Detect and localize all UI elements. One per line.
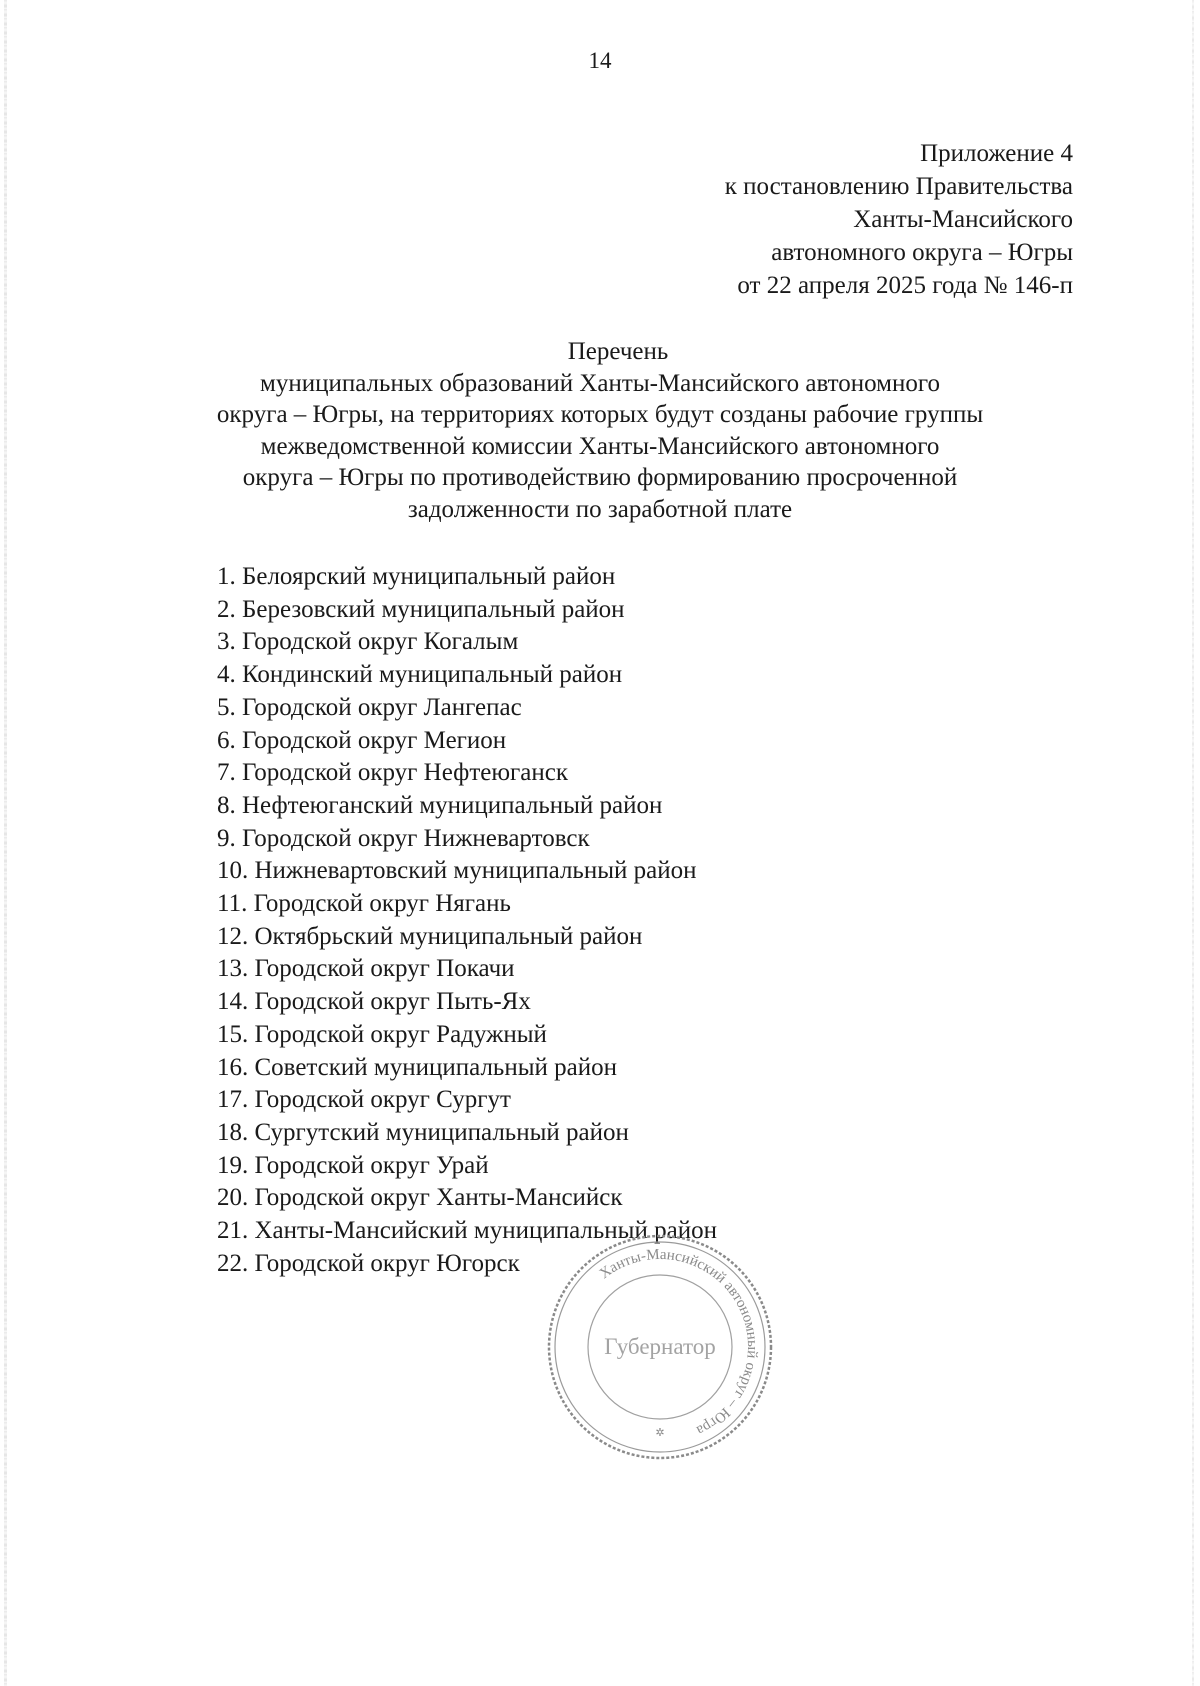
- appendix-header: [725, 137, 1073, 302]
- list-item: 5. Городской округ Лангепас: [217, 693, 522, 721]
- list-item: 6. Городской округ Мегион: [217, 726, 507, 754]
- list-item: 22. Городской округ Югорск: [217, 1249, 520, 1277]
- document-title: [0, 336, 1200, 525]
- list-item: 15. Городской округ Радужный: [217, 1020, 547, 1048]
- title-line: округа – Югры по противодействию формированию просроченной: [242, 464, 958, 491]
- title-line: муниципальных образований Ханты-Мансийского автономного: [260, 369, 940, 397]
- list-item: 7. Городской округ Нефтеюганск: [217, 759, 569, 787]
- scan-edge-left: [4, 0, 7, 1686]
- list-item: 16. Советский муниципальный район: [217, 1053, 617, 1081]
- title-line: округа – Югры, на территориях которых будут созданы рабочие группы: [216, 401, 984, 428]
- seal-star-icon: ✲: [655, 1426, 665, 1439]
- title-heading: Перечень: [567, 338, 669, 365]
- list-item: 9. Городской округ Нижневартовск: [217, 824, 590, 852]
- list-item: 3. Городской округ Когалым: [217, 628, 519, 656]
- list-item: 18. Сургутский муниципальный район: [217, 1118, 629, 1146]
- list-item: 19. Городской округ Урай: [217, 1151, 489, 1179]
- appendix-line: от 22 апреля 2025 года № 146-п: [737, 272, 1073, 299]
- municipality-list: [217, 561, 717, 1280]
- list-item: 2. Березовский муниципальный район: [217, 595, 625, 623]
- seal-center-text: Губернатор: [604, 1334, 716, 1359]
- list-item: 8. Нефтеюганский муниципальный район: [217, 791, 663, 819]
- list-item: 11. Городской округ Нягань: [217, 890, 511, 918]
- appendix-line: к постановлению Правительства: [724, 173, 1073, 200]
- list-item: 21. Ханты-Мансийский муниципальный район: [217, 1217, 717, 1245]
- list-item: 1. Белоярский муниципальный район: [217, 563, 616, 590]
- seal-ring-text: Ханты-Мансийский автономный округ – Югра: [596, 1246, 761, 1439]
- list-item: 4. Кондинский муниципальный район: [217, 661, 623, 689]
- appendix-line: Ханты-Мансийского: [853, 206, 1073, 233]
- list-item: 10. Нижневартовский муниципальный район: [217, 857, 697, 885]
- appendix-line: Приложение 4: [920, 140, 1073, 167]
- title-line: задолженности по заработной плате: [407, 495, 793, 523]
- appendix-line: автономного округа – Югры: [771, 239, 1073, 266]
- list-item: 14. Городской округ Пыть-Ях: [217, 988, 531, 1016]
- list-item: 13. Городской округ Покачи: [217, 955, 515, 983]
- list-item: 17. Городской округ Сургут: [217, 1086, 511, 1114]
- list-item: 12. Октябрьский муниципальный район: [217, 922, 643, 950]
- seal-graphic: [543, 1230, 777, 1464]
- title-line: межведомственной комиссии Ханты-Мансийского автономного: [260, 432, 940, 460]
- page-number: 14: [588, 48, 612, 73]
- official-seal: [543, 1230, 777, 1464]
- list-item: 20. Городской округ Ханты-Мансийск: [217, 1184, 623, 1212]
- scan-edge-right: [1192, 0, 1194, 1686]
